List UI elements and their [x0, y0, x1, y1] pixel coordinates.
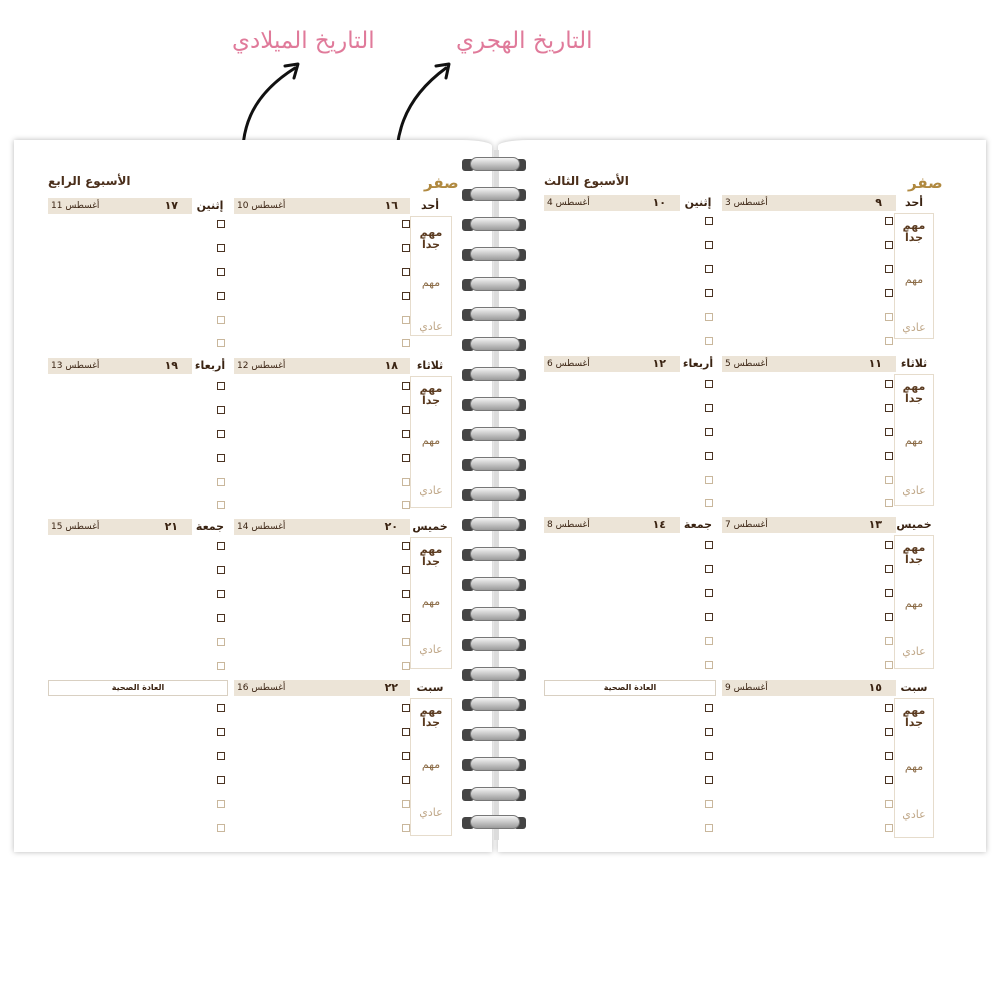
task-checkbox[interactable] [885, 428, 893, 436]
spiral-ring-icon [462, 307, 526, 321]
task-checkbox[interactable] [705, 824, 713, 832]
priority-very-important: مهم جداً [419, 226, 443, 251]
task-checkbox[interactable] [705, 776, 713, 784]
gregorian-date: أغسطس 13 [51, 361, 100, 371]
spiral-ring-icon [462, 247, 526, 261]
priority-column [894, 535, 934, 669]
task-checkbox[interactable] [217, 614, 225, 622]
task-checkbox[interactable] [402, 430, 410, 438]
priority-normal: عادي [902, 484, 926, 497]
day-name: خميس [896, 518, 932, 531]
priority-column [894, 213, 934, 339]
hijri-date: ١٧ [164, 199, 178, 212]
task-checkbox[interactable] [402, 478, 410, 486]
priority-column [894, 374, 934, 506]
gregorian-date: أغسطس 4 [547, 198, 590, 208]
day-name: أربعاء [192, 358, 228, 374]
task-checkbox[interactable] [217, 638, 225, 646]
task-checkbox[interactable] [402, 638, 410, 646]
task-checkbox[interactable] [705, 265, 713, 273]
gregorian-date: أغسطس 5 [725, 359, 768, 369]
task-checkbox[interactable] [217, 454, 225, 462]
gregorian-date: أغسطس 10 [237, 201, 286, 211]
spiral-ring-icon [462, 157, 526, 171]
priority-very-important: مهم جداً [902, 219, 926, 244]
day-name: سبت [896, 680, 932, 696]
gregorian-date: أغسطس 9 [725, 683, 768, 693]
task-checkbox[interactable] [705, 728, 713, 736]
priority-important: مهم [421, 434, 441, 447]
priority-important: مهم [904, 597, 924, 610]
priority-column [410, 537, 452, 669]
task-checkbox[interactable] [402, 704, 410, 712]
task-checkbox[interactable] [705, 452, 713, 460]
task-checkbox[interactable] [885, 728, 893, 736]
day-name: إثنين [680, 195, 716, 211]
day-name: أحد [896, 195, 932, 211]
task-checkbox[interactable] [885, 589, 893, 597]
spiral-ring-icon [462, 637, 526, 651]
gregorian-date: أغسطس 7 [725, 520, 768, 530]
priority-very-important: مهم جداً [902, 704, 926, 729]
spiral-ring-icon [462, 547, 526, 561]
task-checkbox[interactable] [402, 824, 410, 832]
task-checkbox[interactable] [402, 776, 410, 784]
gregorian-date-annotation: التاريخ الميلادي [232, 28, 375, 54]
priority-column [410, 216, 452, 336]
spiral-ring-icon [462, 397, 526, 411]
task-checkbox[interactable] [402, 339, 410, 347]
task-checkbox[interactable] [705, 704, 713, 712]
task-checkbox[interactable] [705, 589, 713, 597]
hijri-date: ١٩ [164, 359, 178, 372]
right-page [498, 140, 986, 852]
task-checkbox[interactable] [885, 613, 893, 621]
spiral-ring-icon [462, 727, 526, 741]
spiral-ring-icon [462, 787, 526, 801]
week-title: الأسبوع الرابع [48, 174, 131, 188]
task-checkbox[interactable] [217, 728, 225, 736]
task-checkbox[interactable] [705, 661, 713, 669]
task-checkbox[interactable] [402, 800, 410, 808]
hijri-date: ٢٢ [384, 681, 398, 694]
task-checkbox[interactable] [705, 241, 713, 249]
priority-very-important: مهم جداً [419, 543, 443, 568]
day-name: ثلاثاء [896, 356, 932, 372]
task-checkbox[interactable] [885, 404, 893, 412]
hijri-date: ١٥ [868, 681, 882, 694]
task-checkbox[interactable] [705, 337, 713, 345]
task-checkbox[interactable] [217, 430, 225, 438]
priority-important: مهم [421, 276, 441, 289]
gregorian-date: أغسطس 3 [725, 198, 768, 208]
task-checkbox[interactable] [402, 542, 410, 550]
task-checkbox[interactable] [885, 476, 893, 484]
task-checkbox[interactable] [217, 406, 225, 414]
task-checkbox[interactable] [402, 590, 410, 598]
task-checkbox[interactable] [217, 824, 225, 832]
task-checkbox[interactable] [705, 380, 713, 388]
gregorian-date: أغسطس 14 [237, 522, 286, 532]
spiral-ring-icon [462, 667, 526, 681]
task-checkbox[interactable] [402, 244, 410, 252]
task-checkbox[interactable] [885, 800, 893, 808]
task-checkbox[interactable] [705, 752, 713, 760]
task-checkbox[interactable] [705, 313, 713, 321]
task-checkbox[interactable] [217, 292, 225, 300]
spiral-ring-icon [462, 697, 526, 711]
task-checkbox[interactable] [402, 614, 410, 622]
task-checkbox[interactable] [705, 428, 713, 436]
task-checkbox[interactable] [705, 289, 713, 297]
task-checkbox[interactable] [885, 380, 893, 388]
task-checkbox[interactable] [217, 704, 225, 712]
spiral-ring-icon [462, 367, 526, 381]
hijri-date: ١٣ [868, 518, 882, 531]
priority-very-important: مهم جداً [902, 541, 926, 566]
task-checkbox[interactable] [705, 499, 713, 507]
priority-column [410, 376, 452, 508]
task-checkbox[interactable] [402, 662, 410, 670]
healthy-habit-label: العادة الصحية [544, 680, 716, 696]
day-name: جمعة [680, 517, 716, 533]
spiral-ring-icon [462, 757, 526, 771]
priority-very-important: مهم جداً [419, 382, 443, 407]
day-name: ثلاثاء [410, 358, 450, 374]
week-title: الأسبوع الثالث [544, 174, 629, 188]
day-name: جمعة [192, 519, 228, 535]
task-checkbox[interactable] [402, 316, 410, 324]
task-checkbox[interactable] [402, 728, 410, 736]
priority-very-important: مهم جداً [902, 380, 926, 405]
task-checkbox[interactable] [402, 752, 410, 760]
spiral-ring-icon [462, 217, 526, 231]
task-checkbox[interactable] [705, 800, 713, 808]
task-checkbox[interactable] [885, 337, 893, 345]
spiral-ring-icon [462, 457, 526, 471]
task-checkbox[interactable] [217, 800, 225, 808]
task-checkbox[interactable] [402, 220, 410, 228]
task-checkbox[interactable] [705, 613, 713, 621]
task-checkbox[interactable] [217, 752, 225, 760]
priority-important: مهم [904, 273, 924, 286]
task-checkbox[interactable] [885, 241, 893, 249]
priority-important: مهم [421, 758, 441, 771]
priority-important: مهم [421, 595, 441, 608]
task-checkbox[interactable] [705, 476, 713, 484]
day-name: خميس [410, 519, 450, 535]
hijri-date: ١٨ [384, 359, 398, 372]
priority-normal: عادي [902, 321, 926, 334]
task-checkbox[interactable] [705, 541, 713, 549]
hijri-date: ١١ [868, 357, 882, 370]
day-name: إثنين [192, 198, 228, 214]
priority-normal: عادي [419, 484, 443, 497]
task-checkbox[interactable] [705, 217, 713, 225]
task-checkbox[interactable] [402, 454, 410, 462]
task-checkbox[interactable] [217, 776, 225, 784]
task-checkbox[interactable] [402, 268, 410, 276]
task-checkbox[interactable] [217, 501, 225, 509]
day-name: سبت [410, 680, 450, 696]
gregorian-date: أغسطس 16 [237, 683, 286, 693]
task-checkbox[interactable] [885, 313, 893, 321]
priority-column [410, 698, 452, 836]
spiral-ring-icon [462, 487, 526, 501]
priority-important: مهم [904, 434, 924, 447]
month-label: صفر [424, 174, 459, 192]
spiral-ring-icon [462, 577, 526, 591]
task-checkbox[interactable] [217, 244, 225, 252]
gregorian-date: أغسطس 6 [547, 359, 590, 369]
gregorian-date: أغسطس 12 [237, 361, 286, 371]
task-checkbox[interactable] [217, 590, 225, 598]
priority-normal: عادي [419, 643, 443, 656]
hijri-date: ١٠ [652, 196, 666, 209]
task-checkbox[interactable] [885, 499, 893, 507]
spiral-ring-icon [462, 187, 526, 201]
task-checkbox[interactable] [705, 637, 713, 645]
hijri-date: ٢٠ [384, 520, 398, 533]
task-checkbox[interactable] [402, 566, 410, 574]
spiral-ring-icon [462, 427, 526, 441]
task-checkbox[interactable] [402, 292, 410, 300]
hijri-date: ١٦ [384, 199, 398, 212]
task-checkbox[interactable] [705, 565, 713, 573]
task-checkbox[interactable] [885, 704, 893, 712]
task-checkbox[interactable] [885, 824, 893, 832]
priority-very-important: مهم جداً [419, 704, 443, 729]
task-checkbox[interactable] [885, 565, 893, 573]
task-checkbox[interactable] [217, 220, 225, 228]
hijri-date: ١٤ [652, 518, 666, 531]
task-checkbox[interactable] [885, 776, 893, 784]
task-checkbox[interactable] [885, 752, 893, 760]
task-checkbox[interactable] [217, 542, 225, 550]
task-checkbox[interactable] [885, 541, 893, 549]
task-checkbox[interactable] [885, 637, 893, 645]
task-checkbox[interactable] [885, 265, 893, 273]
task-checkbox[interactable] [217, 566, 225, 574]
hijri-date: ١٢ [652, 357, 666, 370]
task-checkbox[interactable] [885, 289, 893, 297]
healthy-habit-label: العادة الصحية [48, 680, 228, 696]
priority-normal: عادي [902, 808, 926, 821]
spiral-ring-icon [462, 337, 526, 351]
task-checkbox[interactable] [885, 217, 893, 225]
hijri-date-annotation: التاريخ الهجري [456, 28, 593, 54]
task-checkbox[interactable] [885, 452, 893, 460]
gregorian-date: أغسطس 11 [51, 201, 100, 211]
spiral-ring-icon [462, 277, 526, 291]
task-checkbox[interactable] [217, 382, 225, 390]
spiral-ring-icon [462, 815, 526, 829]
priority-normal: عادي [902, 645, 926, 658]
task-checkbox[interactable] [217, 478, 225, 486]
spiral-ring-icon [462, 607, 526, 621]
task-checkbox[interactable] [402, 382, 410, 390]
priority-normal: عادي [419, 320, 443, 333]
task-checkbox[interactable] [217, 316, 225, 324]
gregorian-date: أغسطس 8 [547, 520, 590, 530]
priority-column [894, 698, 934, 838]
task-checkbox[interactable] [217, 662, 225, 670]
left-page [14, 140, 492, 852]
day-name: أربعاء [680, 356, 716, 372]
task-checkbox[interactable] [217, 339, 225, 347]
priority-important: مهم [904, 760, 924, 773]
hijri-date: ٩ [875, 196, 882, 209]
gregorian-date: أغسطس 15 [51, 522, 100, 532]
hijri-date: ٢١ [164, 520, 178, 533]
day-name: أحد [410, 198, 450, 214]
task-checkbox[interactable] [402, 406, 410, 414]
task-checkbox[interactable] [402, 501, 410, 509]
priority-normal: عادي [419, 806, 443, 819]
month-label: صفر [908, 174, 943, 192]
task-checkbox[interactable] [885, 661, 893, 669]
spiral-ring-icon [462, 517, 526, 531]
task-checkbox[interactable] [705, 404, 713, 412]
task-checkbox[interactable] [217, 268, 225, 276]
